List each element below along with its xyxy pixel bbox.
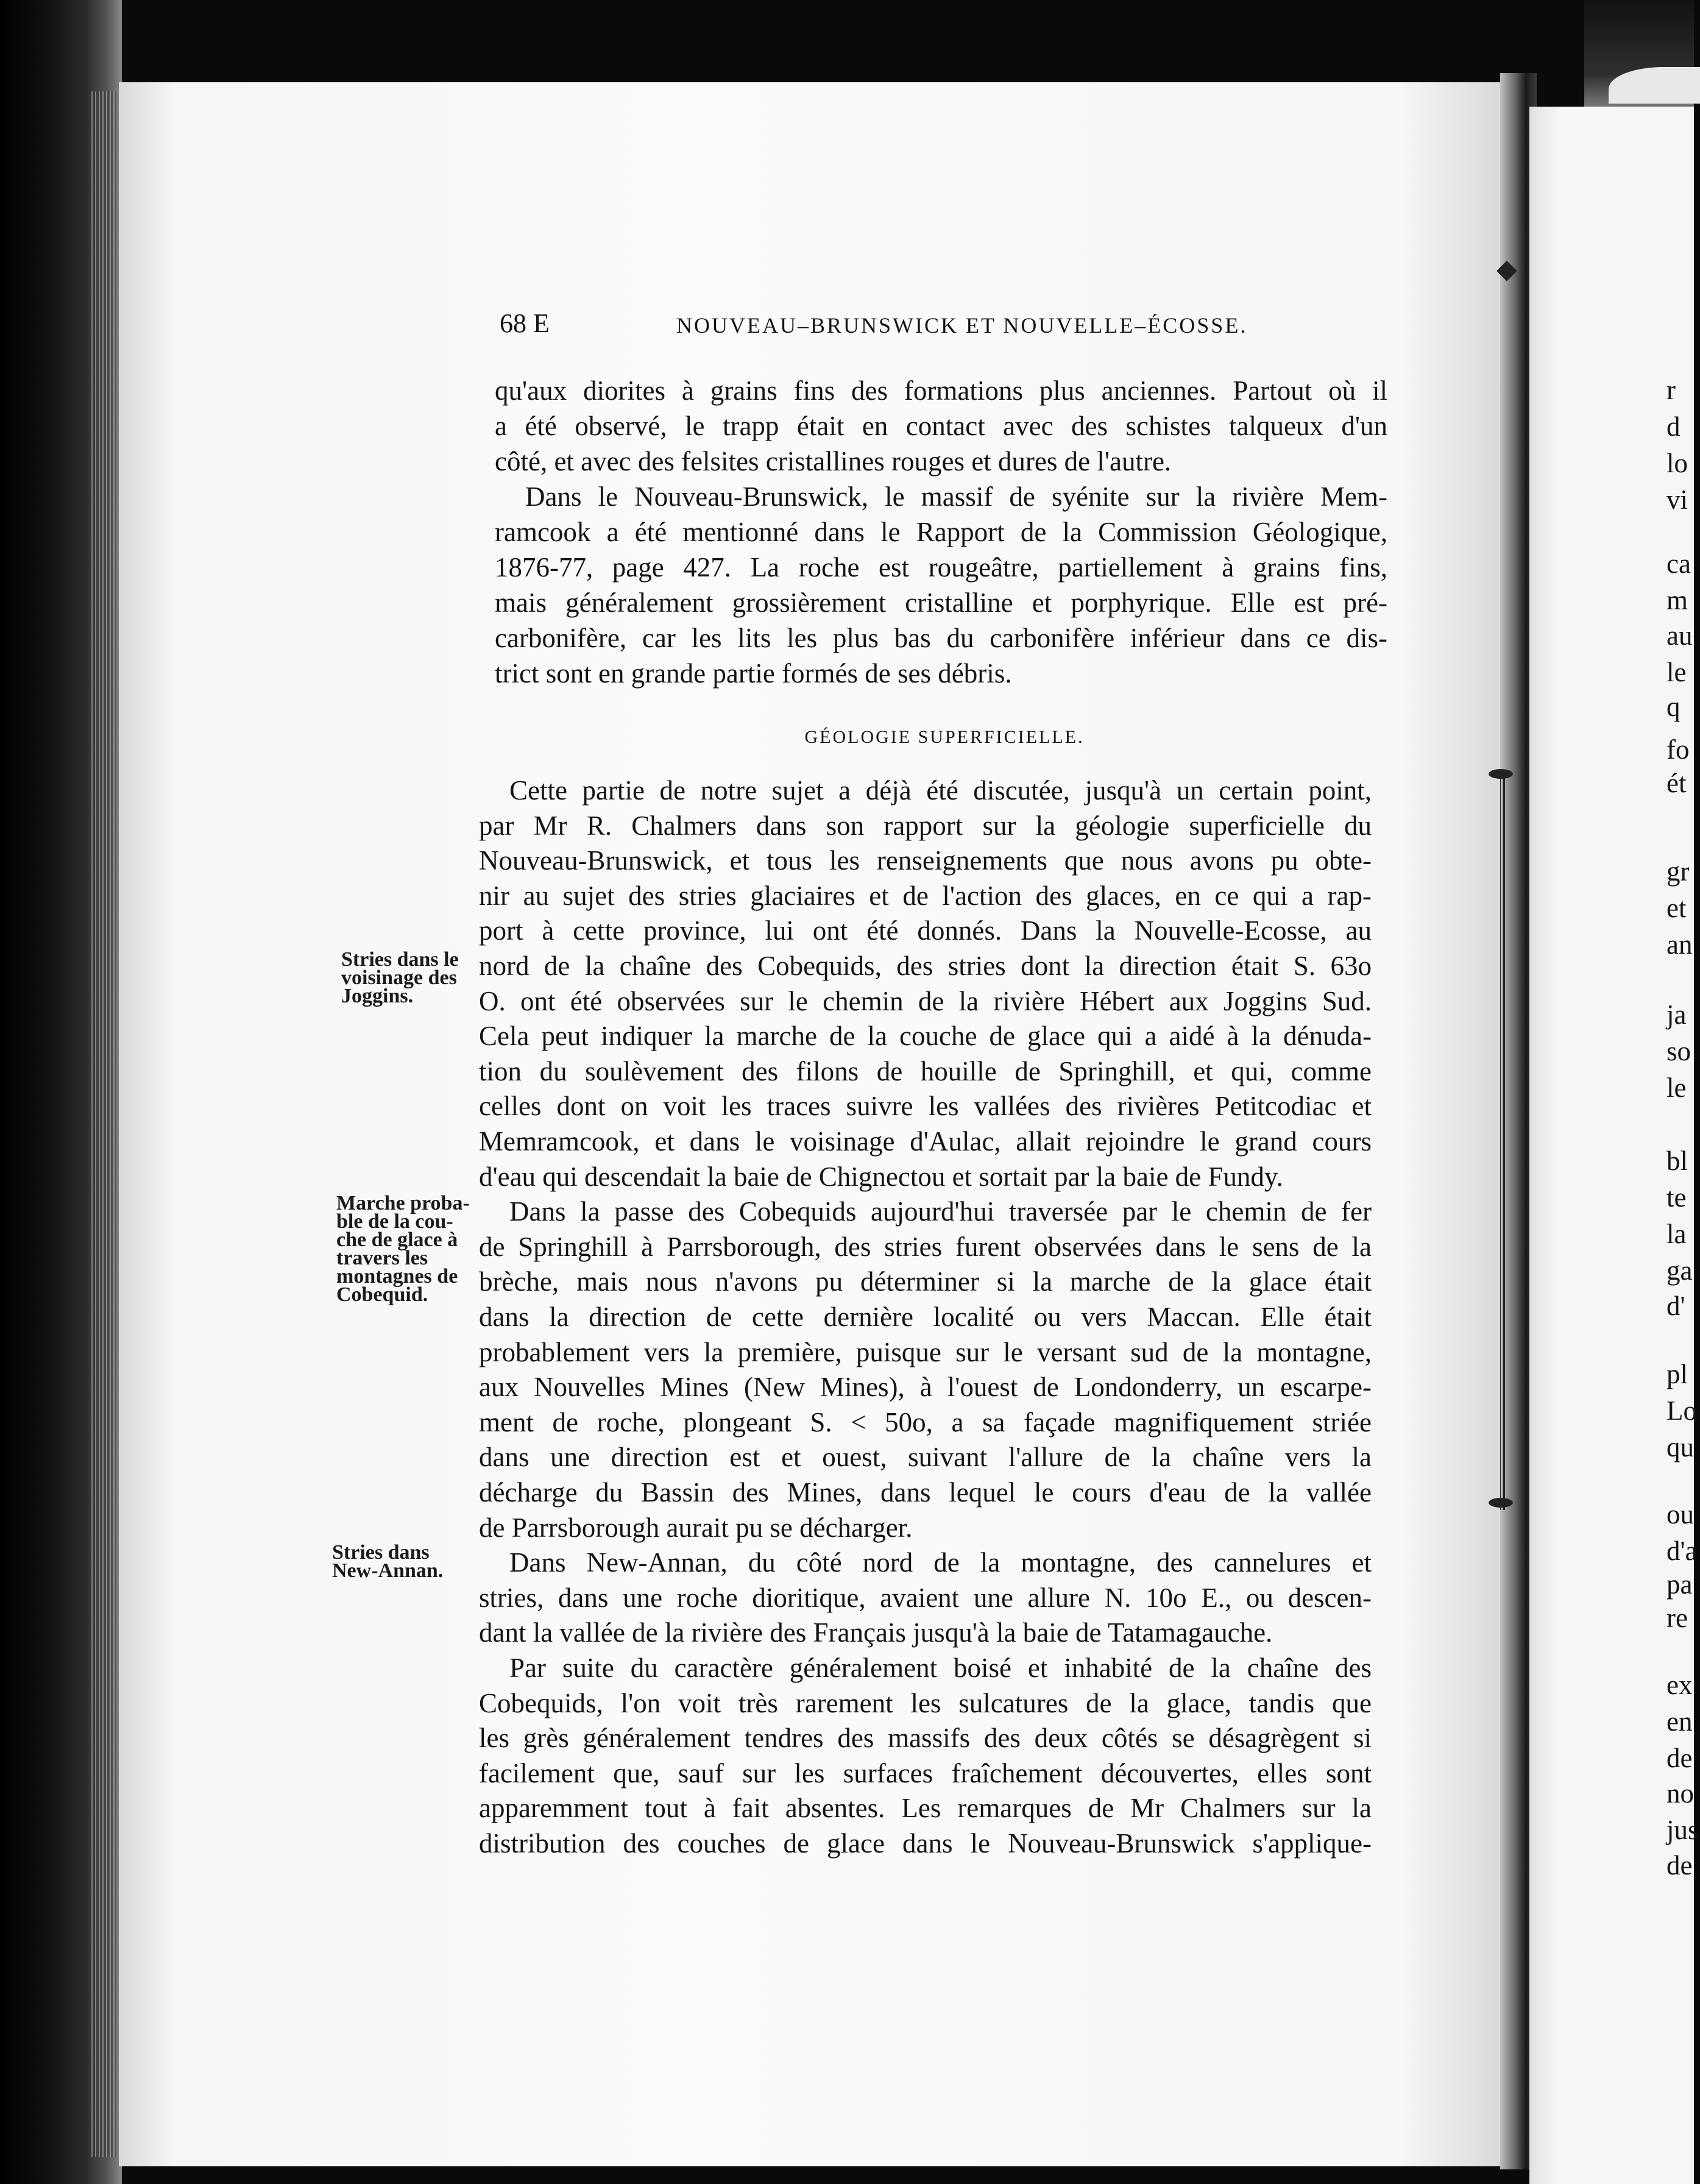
facing-page-fragment: d'a (1666, 1536, 1698, 1566)
facing-page-fragment: an (1666, 929, 1693, 960)
facing-page-fragment: bl (1666, 1146, 1688, 1176)
margin-note (341, 948, 459, 1007)
margin-note-line: Stries dans (332, 1541, 430, 1564)
facing-page-fragment: so (1666, 1036, 1691, 1066)
page-number: 68 E (500, 308, 550, 338)
text-line: nord de la chaîne des Cobequids, des stries dont la direction était S. 63o (479, 951, 1372, 981)
text-line: décharge du Bassin des Mines, dans lequel le cours d'eau de la vallée (479, 1477, 1372, 1508)
facing-page-fragment: re (1666, 1603, 1688, 1633)
text-line: ramcook a été mentionné dans le Rapport de la Commission Géologique, (495, 517, 1387, 547)
binding-thread (1500, 773, 1505, 1510)
text-line: Dans le Nouveau-Brunswick, le massif de syénite sur la rivière Mem- (525, 481, 1387, 512)
text-line: probablement vers la première, puisque sur le versant sud de la montagne, (479, 1336, 1372, 1367)
margin-note-line: Stries dans le (341, 948, 459, 971)
facing-page-fragment: de (1666, 1850, 1693, 1881)
text-line: qu'aux diorites à grains fins des formations plus anciennes. Partout où il (495, 375, 1387, 406)
margin-note-line: voisinage des (341, 966, 457, 989)
text-line: facilement que, sauf sur les surfaces fraîchement découvertes, elles sont (479, 1757, 1372, 1789)
binding-thread-top (1489, 769, 1513, 779)
facing-page-fragment: Lo (1666, 1395, 1697, 1426)
binding-thread-bottom (1489, 1498, 1513, 1508)
text-line: brèche, mais nous n'avons pu déterminer si la marche de la glace était (479, 1266, 1372, 1297)
margin-note-line: Marche proba- (336, 1192, 470, 1214)
text-line: tion du soulèvement des filons de houille de Springhill, et qui, comme (479, 1055, 1372, 1087)
text-line: côté, et avec des felsites cristallines rouges et dures de l'autre. (495, 446, 1172, 477)
margin-note-line: che de glace à (336, 1228, 458, 1251)
facing-page-fragment: pa (1666, 1569, 1693, 1600)
text-line: dant la vallée de la rivière des Français jusqu'à la baie de Tatamagauche. (479, 1617, 1273, 1648)
facing-page-fragment: qu (1666, 1432, 1694, 1462)
running-title: NOUVEAU–BRUNSWICK ET NOUVELLE–ÉCOSSE. (676, 313, 1248, 338)
text-line: dans une direction est et ouest, suivant l'allure de la chaîne vers la (479, 1442, 1372, 1473)
text-line: Dans New-Annan, du côté nord de la montagne, des cannelures et (509, 1547, 1372, 1578)
text-line: les grès généralement tendres des massifs des deux côtés se désagrègent si (479, 1723, 1372, 1754)
facing-page-fragment: vi (1666, 484, 1688, 515)
text-line: Memramcook, et dans le voisinage d'Aulac, allait rejoindre le grand cours (479, 1126, 1372, 1157)
text-line: carbonifère, car les lits les plus bas du carbonifère inférieur dans ce dis- (495, 623, 1387, 653)
text-line: 1876-77, page 427. La roche est rougeâtre, partiellement à grains fins, (495, 552, 1387, 583)
facing-page-fragment: le (1666, 657, 1687, 687)
facing-page-fragment: no (1666, 1778, 1694, 1809)
text-line: nir au sujet des stries glaciaires et de l'action des glaces, en ce qui a rap- (479, 880, 1372, 911)
facing-page-fragment: le (1666, 1072, 1687, 1103)
facing-page-fragment: de (1666, 1743, 1693, 1773)
text-line: Par suite du caractère généralement boisé et inhabité de la chaîne des (509, 1653, 1372, 1683)
margin-note-line: New-Annan. (332, 1559, 444, 1582)
facing-page-fragment: te (1666, 1182, 1687, 1213)
facing-page-fragment: d (1666, 411, 1681, 442)
margin-note (336, 1194, 470, 1304)
facing-page-fragment: q (1666, 692, 1681, 722)
text-line: celles dont on voit les traces suivre les vallées des rivières Petitcodiac et (479, 1091, 1372, 1122)
margin-note-line: montagnes de (336, 1265, 458, 1288)
facing-page-fragment: ét (1666, 768, 1687, 798)
section-heading: GÉOLOGIE SUPERFICIELLE. (804, 727, 1085, 747)
facing-page-fragment: ja (1666, 999, 1687, 1030)
facing-page-fragment: ou (1666, 1499, 1694, 1530)
text-line: O. ont été observées sur le chemin de la rivière Hébert aux Joggins Sud. (479, 985, 1372, 1016)
margin-note-line: travers les (336, 1247, 428, 1269)
facing-page-fragment: m (1666, 585, 1688, 615)
facing-page-fragment: ga (1666, 1255, 1693, 1286)
facing-page-fragment: ex (1666, 1670, 1693, 1700)
margin-note-line: ble de la cou- (336, 1210, 453, 1233)
text-line: d'eau qui descendait la baie de Chignectou et sortait par la baie de Fundy. (479, 1161, 1283, 1192)
text-line: aux Nouvelles Mines (New Mines), à l'ouest de Londonderry, un escarpe- (479, 1372, 1372, 1403)
text-line: stries, dans une roche dioritique, avaient une allure N. 10o E., ou descen- (479, 1582, 1372, 1613)
facing-page-fragment: r (1666, 375, 1676, 405)
text-line: de Parrsborough aurait pu se décharger. (479, 1512, 913, 1543)
facing-page-fragment: ca (1666, 548, 1691, 579)
facing-page-fragment: et (1666, 893, 1687, 923)
text-line: trict sont en grande partie formés de ses débris. (495, 658, 1012, 689)
facing-page-fragment: d' (1666, 1291, 1685, 1321)
page-edges (91, 91, 116, 2157)
text-line: Nouveau-Brunswick, et tous les renseignements que nous avons pu obte- (479, 845, 1372, 876)
text-line: dans la direction de cette dernière localité ou vers Maccan. Elle était (479, 1302, 1372, 1332)
facing-page-fragment: en (1666, 1706, 1693, 1737)
ornament-arrow-icon: ◆ (1496, 254, 1517, 284)
facing-page-fragment: gr (1666, 856, 1690, 887)
facing-page-fragment: jus (1666, 1815, 1699, 1845)
facing-page-fragment: pl (1666, 1359, 1688, 1389)
facing-page-top-shadow (1584, 0, 1694, 107)
margin-note-line: Cobequid. (336, 1283, 428, 1306)
running-header (500, 308, 1365, 344)
text-line: Cette partie de notre sujet a déjà été discutée, jusqu'à un certain point, (509, 775, 1372, 806)
text-line: mais généralement grossièrement cristalline et porphyrique. Elle est pré- (495, 587, 1387, 618)
margin-note-line: Joggins. (341, 985, 414, 1007)
facing-page-fragment: au (1666, 620, 1693, 651)
text-line: ment de roche, plongeant S. < 50o, a sa façade magnifiquement striée (479, 1406, 1372, 1438)
text-line: par Mr R. Chalmers dans son rapport sur la géologie superficielle du (479, 810, 1372, 841)
text-line: Dans la passe des Cobequids aujourd'hui traversée par le chemin de fer (509, 1196, 1372, 1227)
text-line: Cela peut indiquer la marche de la couche de glace qui a aidé à la dénuda- (479, 1021, 1372, 1052)
facing-page-fragment: fo (1666, 734, 1690, 765)
text-line: de Springhill à Parrsborough, des stries furent observées dans le sens de la (479, 1231, 1372, 1262)
facing-page-fragment: la (1666, 1219, 1687, 1249)
text-line: port à cette province, lui ont été donnés. Dans la Nouvelle-Ecosse, au (479, 915, 1372, 946)
text-line: Cobequids, l'on voit très rarement les sulcatures de la glace, tandis que (479, 1687, 1372, 1718)
facing-page-fragment: lo (1666, 448, 1688, 478)
text-line: a été observé, le trapp était en contact avec des schistes talqueux d'un (495, 411, 1387, 441)
text-line: apparemment tout à fait absentes. Les remarques de Mr Chalmers sur la (479, 1793, 1372, 1824)
page-curl (1609, 67, 1700, 104)
text-line: distribution des couches de glace dans le Nouveau-Brunswick s'applique- (479, 1828, 1372, 1859)
margin-note (332, 1541, 444, 1582)
